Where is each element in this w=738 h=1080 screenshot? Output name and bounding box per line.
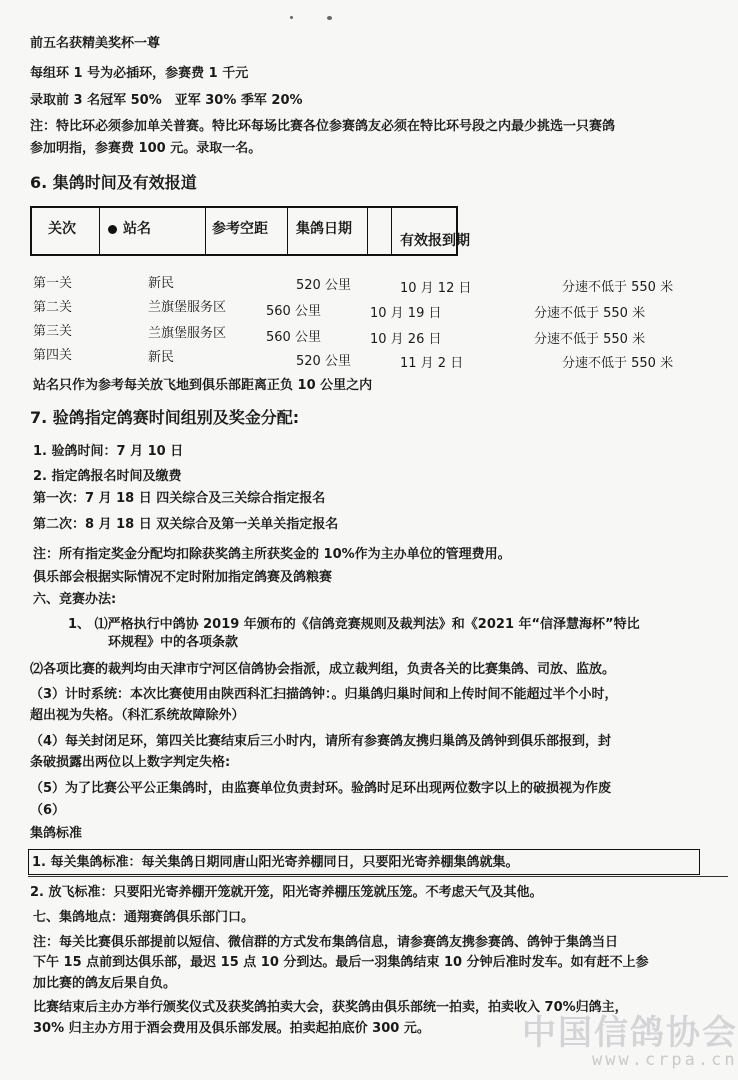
stage-name: 第一关 [33, 276, 73, 291]
extra-race-note: 俱乐部会根据实际情况不定时附加指定鸽赛及鸽粮赛 [33, 570, 333, 585]
prize-line: 前五名获精美奖杯一尊 [30, 36, 161, 51]
section-seven-title: 七、集鸽地点：通翔赛鸽俱乐部门口。 [33, 910, 255, 925]
collect-standard-1: 1. 每关集鸽标准：每关集鸽日期同唐山阳光寄养棚同日，只要阳光寄养棚集鸽就集。 [32, 855, 519, 870]
rule-5: （5）为了比赛公平公正集鸽时，由监赛单位负责封环。验鸽时足环出现两位数字以上的破损视为作废 [30, 781, 612, 796]
special-ring-note: 注：特比环必须参加单关普赛。特比环每场比赛各位参赛鸽友必须在特比环号段之内最少挑选一只赛鸽 [30, 119, 616, 134]
stage-distance: 520 公里 [296, 278, 351, 293]
stage-speed: 分速不低于 550 米 [534, 332, 646, 347]
notice-line-3: 加比赛的鸽友后果自负。 [33, 976, 177, 991]
stage-date: 11 月 2 日 [400, 356, 464, 371]
prize-split-line: 录取前 3 名冠军 50% 亚军 30% 季军 20% [30, 93, 303, 108]
station-note: 站名只作为参考每关放飞地到俱乐部距离正负 10 公里之内 [33, 378, 373, 393]
header-cell-date: 集鸽日期 [288, 208, 368, 254]
rule-4-cont: 条破损露出两位以上数字判定失格: [30, 755, 231, 770]
header-cell-distance: 参考空距 [206, 208, 288, 254]
stage-distance: 520 公里 [296, 354, 351, 369]
special-ring-note-cont: 参加明指，参赛费 100 元。录取一名。 [30, 141, 262, 156]
header-cell-stage: 关次 [32, 208, 100, 254]
section-six-title: 六、竞赛办法: [33, 592, 117, 607]
rule-3-cont: 超出视为失格。（科汇系统故障除外） [30, 708, 245, 723]
stage-distance: 560 公里 [266, 304, 321, 319]
scan-speck [290, 16, 293, 19]
stage-name: 第二关 [33, 300, 73, 315]
rule-6: （6） [30, 803, 66, 818]
section-6-title: 6. 集鸽时间及有效报道 [30, 173, 197, 192]
notice-line-2: 下午 15 点前到达俱乐部，最迟 15 点 10 分到达。最后一羽集鸽结束 10 分钟后准时发车。如有赶不上参 [33, 955, 649, 970]
signup-first: 第一次：7 月 18 日 四关综合及三关综合指定报名 [33, 491, 326, 506]
header-cell-valid: 有效报到期 [400, 233, 470, 249]
collect-standard-title: 集鸽标准 [30, 826, 83, 841]
stage-station: 兰旗堡服务区 [148, 300, 227, 315]
ring-rule-line: 每组环 1 号为必插环，参赛费 1 千元 [30, 66, 249, 81]
collect-standard-2: 2. 放飞标准：只要阳光寄养棚开笼就开笼，阳光寄养棚压笼就压笼。不考虑天气及其他。 [30, 885, 543, 900]
rule-4: （4）每关封闭足环，第四关比赛结束后三小时内，请所有参赛鸽友携归巢鸽及鸽钟到俱乐部报到，封 [30, 734, 612, 749]
stage-speed: 分速不低于 550 米 [562, 356, 674, 371]
stage-station: 新民 [148, 276, 175, 291]
rule-1: 1、 ⑴严格执行中鸽协 2019 年颁布的《信鸽竞赛规则及裁判法》和《2021 年“信泽慧海杯”特比 [68, 617, 640, 632]
watermark-name: 中国信鸽协会 [522, 1013, 738, 1053]
watermark-url: www.crpa.cn [592, 1050, 738, 1070]
stage-name: 第四关 [33, 348, 73, 363]
rule-2: ⑵各项比赛的裁判均由天津市宁河区信鸽协会指派，成立裁判组，负责各关的比赛集鸽、司放、监放。 [30, 662, 616, 677]
stage-distance: 560 公里 [266, 330, 321, 345]
stage-date: 10 月 19 日 [370, 306, 442, 321]
fee-note: 注：所有指定奖金分配均扣除获奖鸽主所获奖金的 10%作为主办单位的管理费用。 [33, 547, 511, 562]
signup-heading: 2. 指定鸽报名时间及缴费 [33, 469, 182, 484]
stage-date: 10 月 12 日 [400, 281, 472, 296]
notice-line-1: 注：每关比赛俱乐部提前以短信、微信群的方式发布集鸽信息，请参赛鸽友携参赛鸽、鸽钟于集鸽当日 [33, 935, 619, 950]
rule-1-cont: 环规程》中的各项条款 [108, 635, 239, 650]
rule-3: （3）计时系统：本次比赛使用由陕西科汇扫描鸽钟：。归巢鸽归巢时间和上传时间不能超过半个小时， [30, 687, 618, 702]
stage-station: 兰旗堡服务区 [148, 326, 227, 341]
scan-speck [327, 16, 332, 20]
auction-line-1: 比赛结束后主办方举行颁奖仪式及获奖鸽拍卖大会，获奖鸽由俱乐部统一拍卖，拍卖收入 70%归鸽主， [33, 1000, 628, 1015]
stage-speed: 分速不低于 550 米 [534, 306, 646, 321]
section-7-title: 7. 验鸽指定鸽赛时间组别及奖金分配: [30, 408, 300, 427]
divider-rule [28, 876, 728, 877]
stage-table-header [30, 206, 470, 256]
stage-date: 10 月 26 日 [370, 332, 442, 347]
stage-speed: 分速不低于 550 米 [562, 280, 674, 295]
header-cell-empty [368, 208, 392, 254]
signup-second: 第二次：8 月 18 日 双关综合及第一关单关指定报名 [33, 517, 339, 532]
stage-name: 第三关 [33, 324, 73, 339]
bullet-icon [108, 225, 117, 234]
stage-station: 新民 [148, 350, 175, 365]
auction-line-2: 30% 归主办方用于酒会费用及俱乐部发展。拍卖起拍底价 300 元。 [33, 1021, 430, 1036]
header-cell-station: 站名 [100, 208, 206, 254]
check-time: 1. 验鸽时间：7 月 10 日 [33, 444, 184, 459]
